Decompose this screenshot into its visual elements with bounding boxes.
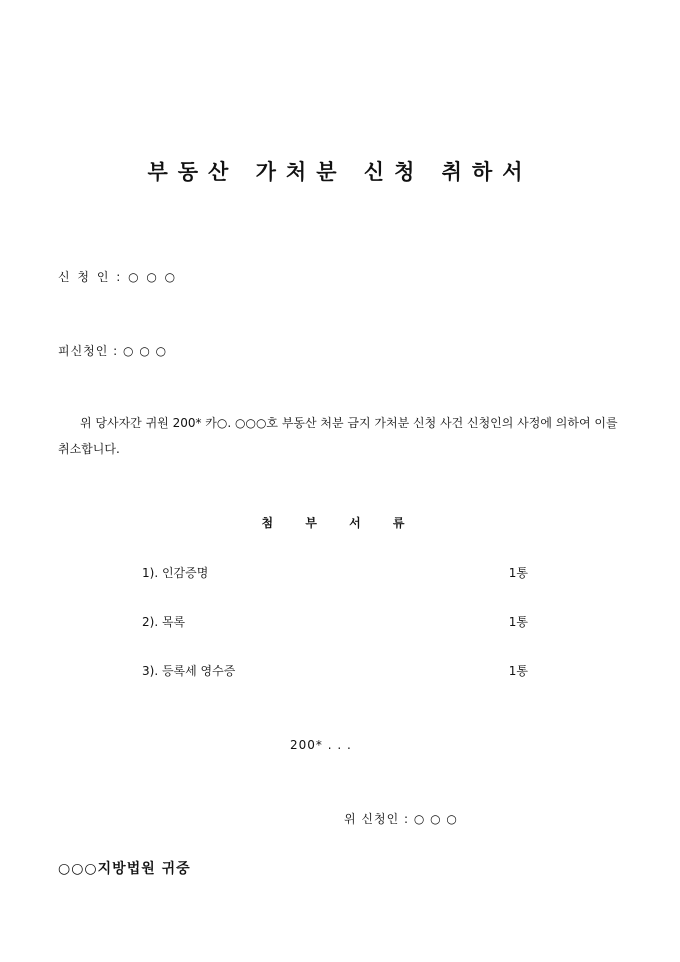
attachment-item — [142, 613, 528, 630]
attachments-heading: 첨 부 서 류 — [261, 516, 419, 530]
attachment-label: 3). 등록세 영수증 — [142, 664, 236, 678]
date-line: 200* . . . — [290, 738, 352, 752]
attachment-item — [142, 662, 528, 679]
document-title: 부동산 가처분 신청 취하서 — [147, 159, 533, 184]
attachment-label: 2). 목록 — [142, 615, 186, 629]
body-paragraph: 위 당사자간 귀원 200* 카○. ○○○호 부동산 처분 금지 가처분 신청 사건 신청인의 사정에 의하여 이를 취소합니다. — [58, 416, 618, 456]
attachment-item — [142, 564, 528, 581]
court-addressee: ○○○지방법원 귀중 — [58, 861, 191, 877]
respondent-line: 피신청인 : ○ ○ ○ — [58, 344, 168, 358]
attachment-label: 1). 인감증명 — [142, 566, 209, 580]
attachment-quantity: 1통 — [508, 615, 528, 629]
attachment-quantity: 1통 — [508, 664, 528, 678]
signer-line: 위 신청인 : ○ ○ ○ — [344, 812, 458, 826]
attachment-quantity: 1통 — [508, 566, 528, 580]
applicant-line: 신 청 인 : ○ ○ ○ — [58, 270, 178, 284]
